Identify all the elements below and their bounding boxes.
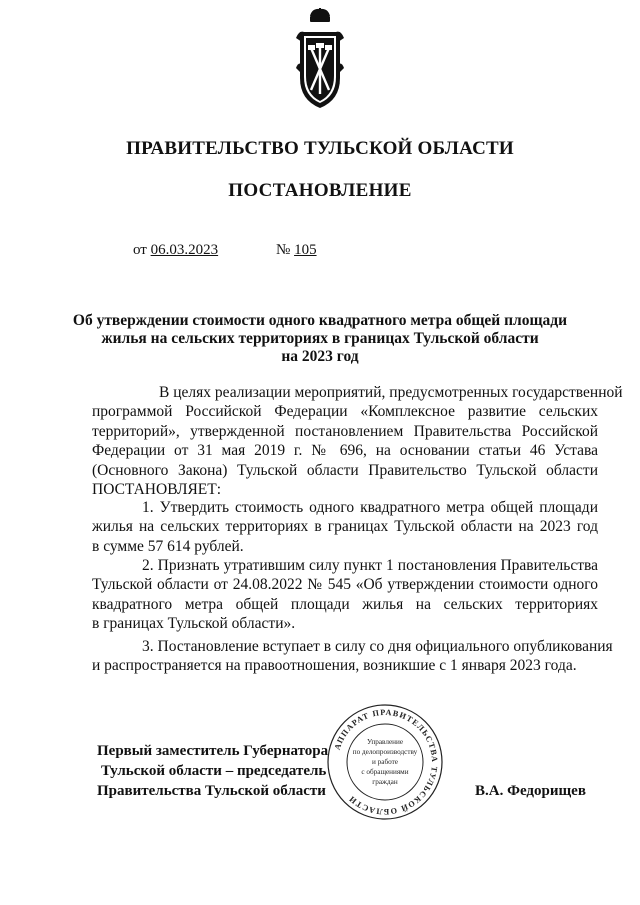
text-line: в сумме 57 614 рублей. xyxy=(92,537,244,555)
preamble-paragraph xyxy=(92,383,623,499)
text-line: территорий», утвержденной постановлением Правительства Российской xyxy=(92,422,598,440)
subject-line: на 2023 год xyxy=(281,348,359,365)
text-line: 3. Постановление вступает в силу со дня официального опубликования xyxy=(142,638,613,655)
signatory-name: В.А. Федорищев xyxy=(475,783,586,799)
stamp-text: Управление xyxy=(366,738,404,746)
clause-1 xyxy=(92,498,598,556)
stamp-text: граждан xyxy=(372,778,398,786)
text-line: в границах Тульской области». xyxy=(92,615,296,633)
text-line: 1. Утвердить стоимость одного квадратного метра общей площади xyxy=(142,499,598,516)
stamp-text: и работе xyxy=(372,758,398,766)
position-line: Тульской области – председатель xyxy=(101,763,327,779)
tula-coat-of-arms-icon xyxy=(296,8,344,112)
text-line: квадратного метра общей площади жилья на сельских территориях xyxy=(92,595,598,613)
document-date xyxy=(133,242,218,259)
text-line: В целях реализации мероприятий, предусмотренных государственной xyxy=(159,384,623,401)
text-line: ПОСТАНОВЛЯЕТ: xyxy=(92,481,222,499)
text-line: Федерации от 31 мая 2019 г. № 696, на основании статьи 46 Устава xyxy=(92,442,598,460)
clause-3 xyxy=(92,637,613,676)
text-line: Тульской области от 24.08.2022 № 545 «Об утверждении стоимости одного xyxy=(92,576,598,594)
signatory-position xyxy=(97,741,328,801)
text-line: программой Российской Федерации «Комплексное развитие сельских xyxy=(92,403,598,421)
document-type: ПОСТАНОВЛЕНИЕ xyxy=(228,180,412,201)
document-number xyxy=(276,242,317,259)
subject-line: жилья на сельских территориях в границах Тульской области xyxy=(101,330,539,347)
text-line: (Основного Закона) Тульской области Правительство Тульской области xyxy=(92,461,598,479)
stamp-ring-text: АППАРАТ ПРАВИТЕЛЬСТВА ТУЛЬСКОЙ ОБЛАСТИ xyxy=(332,707,440,817)
official-stamp xyxy=(325,702,445,822)
text-line: жилья на сельских территориях в границах Тульской области на 2023 год xyxy=(92,518,598,536)
number-value: 105 xyxy=(294,242,317,258)
organization-title: ПРАВИТЕЛЬСТВО ТУЛЬСКОЙ ОБЛАСТИ xyxy=(126,138,514,159)
date-prefix: от xyxy=(133,242,151,258)
position-line: Правительства Тульской области xyxy=(97,783,326,799)
text-line: 2. Признать утратившим силу пункт 1 постановления Правительства xyxy=(142,557,598,574)
number-prefix: № xyxy=(276,242,295,258)
position-line: Первый заместитель Губернатора xyxy=(97,743,329,759)
date-value: 06.03.2023 xyxy=(150,242,219,258)
stamp-text: с обращениями xyxy=(361,768,409,776)
document-subject xyxy=(0,312,640,366)
subject-line: Об утверждении стоимости одного квадратного метра общей площади xyxy=(72,312,568,329)
text-line: и распространяется на правоотношения, возникшие с 1 января 2023 года. xyxy=(92,657,577,675)
stamp-text: по делопроизводству xyxy=(352,748,418,756)
clause-2 xyxy=(92,556,598,634)
